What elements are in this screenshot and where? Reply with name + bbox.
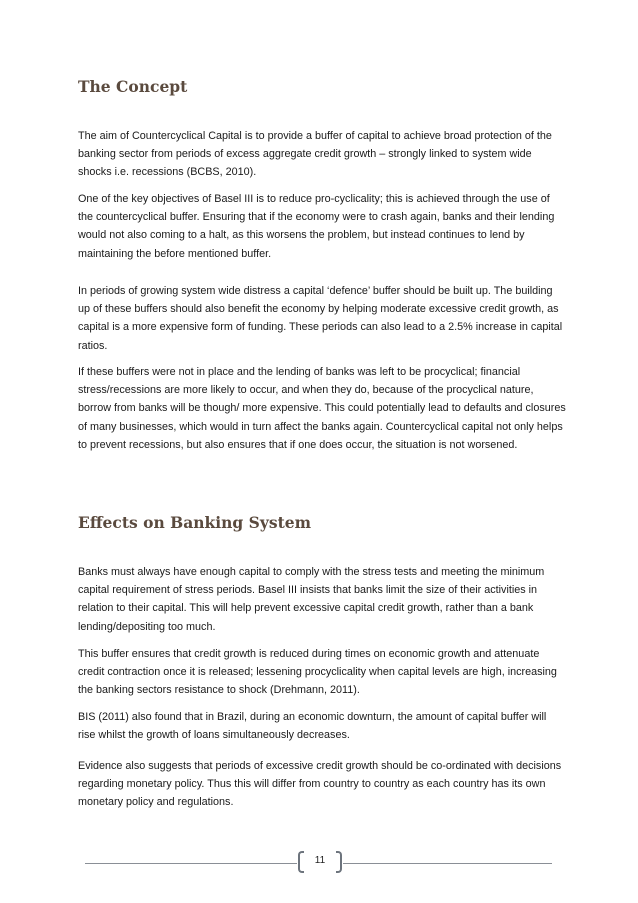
section-heading-effects: Effects on Banking System: [78, 513, 312, 532]
footer-rule-right: [343, 863, 552, 864]
paragraph: The aim of Countercyclical Capital is to provide a buffer of capital to achieve broad protection of the banking sector from periods of excess aggregate credit growth – strongly linked to system wide shocks i.e. recessions (BCBS, 2010).: [78, 130, 552, 179]
paragraph: If these buffers were not in place and the lending of banks was left to be procyclical; financial stress/recessions are more likely to occur, and when they do, because of the procyclical nature, borrow from banks will be though/ more expensive. This could potentially lead to defaults and closures of many businesses, which would in turn affect the banks again. Countercyclical capital not only helps to prevent recessions, but also ensures that if one does occur, the situation is not worsened.: [78, 366, 566, 451]
paragraph: One of the key objectives of Basel III is to reduce pro-cyclicality; this is achieved through the use of the countercyclical buffer. Ensuring that if the economy were to crash again, banks and their lending would not also coming to a halt, as this worsens the problem, but instead continues to lend by maintaining the before mentioned buffer.: [78, 193, 555, 260]
paragraph: BIS (2011) also found that in Brazil, during an economic downturn, the amount of capital buffer will rise whilst the growth of loans simultaneously decreases.: [78, 711, 547, 742]
paragraph: Banks must always have enough capital to comply with the stress tests and meeting the minimum capital requirement of stress periods. Basel III insists that banks limit the size of their activities in relation to their capital. This will help prevent excessive capital credit growth, rather than a bank lending/depositing too much.: [78, 566, 545, 633]
page-number-bracket-left: [298, 851, 304, 873]
footer-rule-left: [85, 863, 297, 864]
paragraph: Evidence also suggests that periods of excessive credit growth should be co-ordinated with decisions regarding monetary policy. Thus this will differ from country to country as each country has its own monetary policy and regulations.: [78, 760, 562, 809]
page-number-bracket-right: [336, 851, 342, 873]
paragraph: In periods of growing system wide distress a capital ‘defence’ buffer should be built up. The building up of these buffers should also benefit the economy by helping moderate excessive credit growth, as capital is a more expensive form of funding. These periods can also lead to a 2.5% increase in capital ratios.: [78, 285, 563, 352]
page-number: 11: [314, 855, 326, 866]
section-heading-concept: The Concept: [78, 77, 188, 96]
paragraph: This buffer ensures that credit growth is reduced during times on economic growth and attenuate credit contraction once it is released; lessening procyclicality when capital levels are high, increasing the banking sectors resistance to shock (Drehmann, 2011).: [78, 648, 557, 697]
